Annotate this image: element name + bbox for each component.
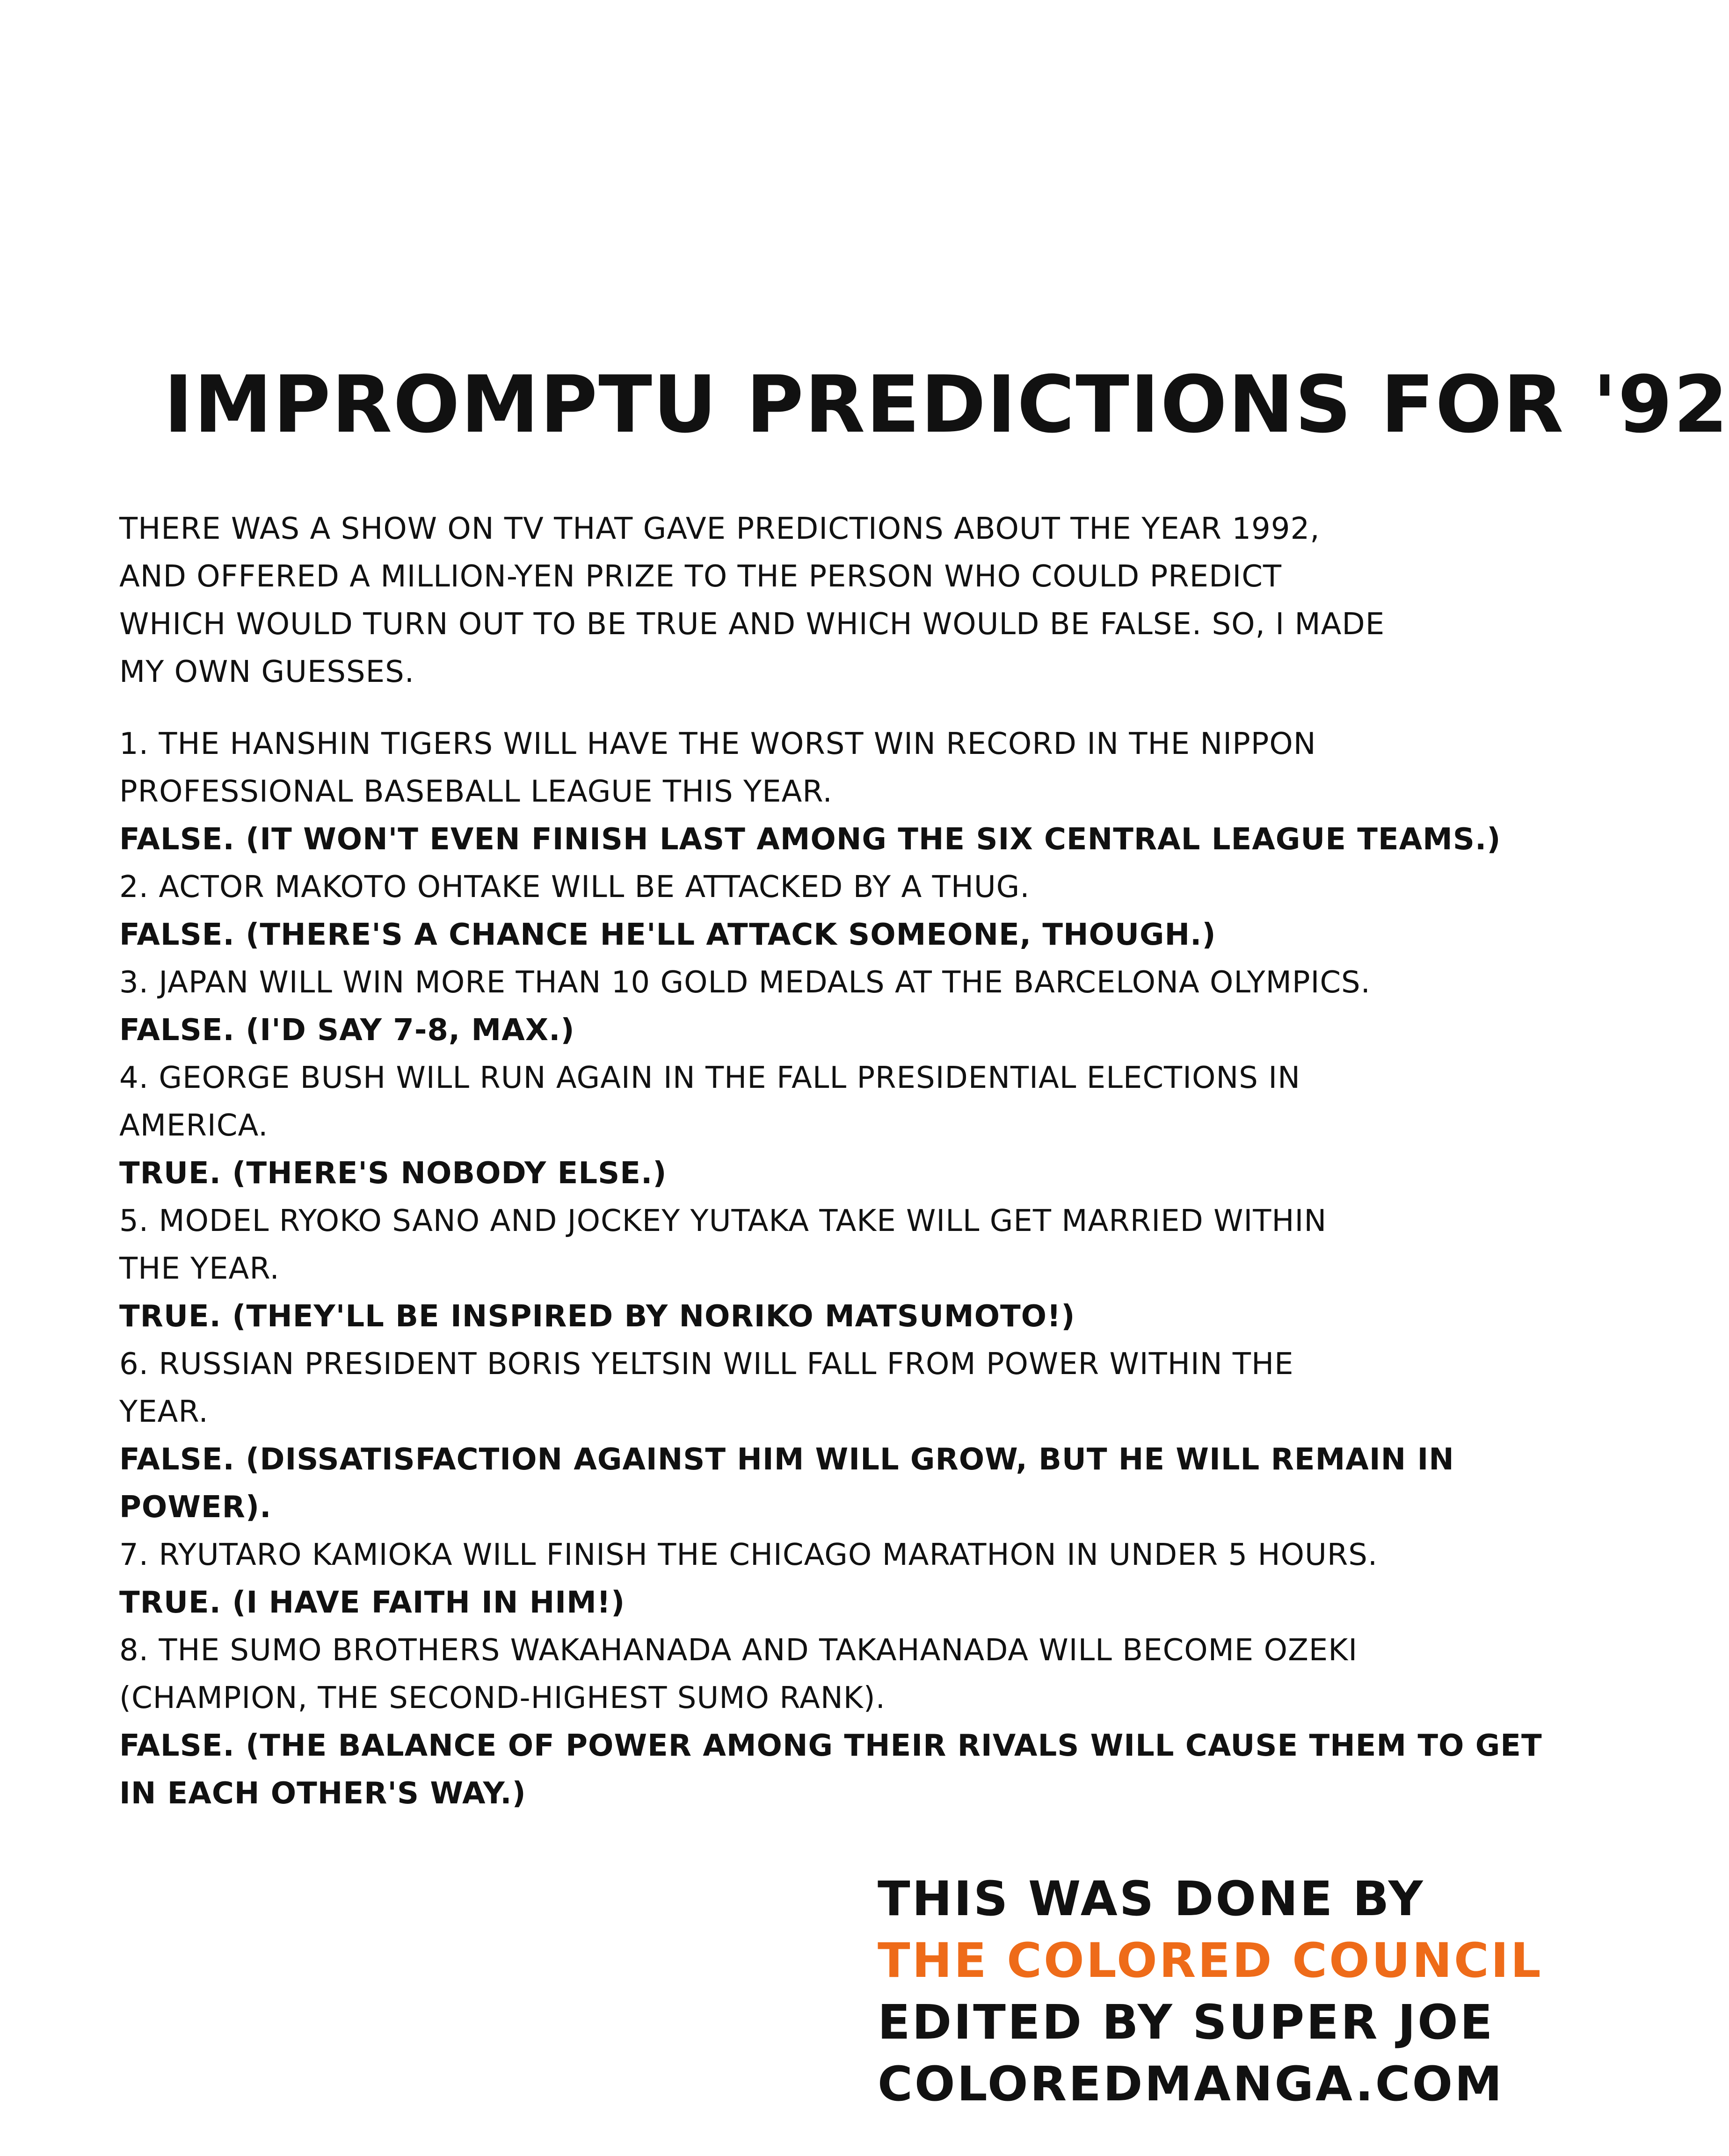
prediction-text: 1. THE HANSHIN TIGERS WILL HAVE THE WORST WIN RECORD IN THE NIPPON xyxy=(119,727,1316,761)
intro-block xyxy=(119,505,1401,696)
prediction-item xyxy=(119,1531,1401,1627)
credits-group-name: THE COLORED COUNCIL xyxy=(878,1933,1543,1989)
prediction-answer: FALSE. (IT WON'T EVEN FINISH LAST AMONG THE SIX CENTRAL LEAGUE TEAMS.) xyxy=(119,822,1501,857)
prediction-item xyxy=(119,1627,1542,1817)
prediction-item xyxy=(119,959,1401,1054)
prediction-answer: TRUE. (THERE'S NOBODY ELSE.) xyxy=(119,1156,667,1191)
credits-editor: EDITED BY SUPER JOE xyxy=(878,1995,1495,2050)
prediction-text: 3. JAPAN WILL WIN MORE THAN 10 GOLD MEDALS AT THE BARCELONA OLYMPICS. xyxy=(119,965,1371,1000)
credits-line-1: THIS WAS DONE BY xyxy=(878,1871,1425,1927)
prediction-text: (CHAMPION, THE SECOND-HIGHEST SUMO RANK). xyxy=(119,1681,886,1715)
prediction-item xyxy=(119,863,1401,959)
credits-block xyxy=(878,1868,1543,2115)
page-title: IMPROMPTU PREDICTIONS FOR '92 xyxy=(164,359,1729,450)
prediction-text: AMERICA. xyxy=(119,1108,269,1143)
prediction-text: THE YEAR. xyxy=(119,1252,280,1286)
predictions-list xyxy=(119,720,1542,1817)
prediction-item xyxy=(119,1197,1401,1340)
prediction-answer: FALSE. (THE BALANCE OF POWER AMONG THEIR RIVALS WILL CAUSE THEM TO GET xyxy=(119,1729,1542,1763)
intro-line: WHICH WOULD TURN OUT TO BE TRUE AND WHICH WOULD BE FALSE. SO, I MADE xyxy=(119,607,1385,642)
intro-line: THERE WAS A SHOW ON TV THAT GAVE PREDICTIONS ABOUT THE YEAR 1992, xyxy=(119,512,1320,546)
prediction-item xyxy=(119,1054,1401,1197)
credits-website: COLOREDMANGA.COM xyxy=(878,2056,1504,2112)
prediction-text: PROFESSIONAL BASEBALL LEAGUE THIS YEAR. xyxy=(119,774,833,809)
prediction-item xyxy=(119,1340,1454,1531)
prediction-text: 5. MODEL RYOKO SANO AND JOCKEY YUTAKA TAKE WILL GET MARRIED WITHIN xyxy=(119,1204,1327,1238)
prediction-answer: FALSE. (I'D SAY 7-8, MAX.) xyxy=(119,1013,575,1048)
prediction-answer: FALSE. (THERE'S A CHANCE HE'LL ATTACK SOMEONE, THOUGH.) xyxy=(119,918,1216,952)
prediction-text: 8. THE SUMO BROTHERS WAKAHANADA AND TAKAHANADA WILL BECOME OZEKI xyxy=(119,1633,1358,1668)
prediction-answer: TRUE. (I HAVE FAITH IN HIM!) xyxy=(119,1585,625,1620)
prediction-answer: FALSE. (DISSATISFACTION AGAINST HIM WILL GROW, BUT HE WILL REMAIN IN xyxy=(119,1442,1454,1477)
prediction-answer: POWER). xyxy=(119,1490,272,1525)
prediction-text: YEAR. xyxy=(119,1395,209,1429)
prediction-text: 7. RYUTARO KAMIOKA WILL FINISH THE CHICAGO MARATHON IN UNDER 5 HOURS. xyxy=(119,1538,1378,1572)
prediction-answer: IN EACH OTHER'S WAY.) xyxy=(119,1776,526,1811)
intro-line: AND OFFERED A MILLION-YEN PRIZE TO THE PERSON WHO COULD PREDICT xyxy=(119,559,1282,594)
prediction-answer: TRUE. (THEY'LL BE INSPIRED BY NORIKO MATSUMOTO!) xyxy=(119,1299,1075,1334)
prediction-text: 4. GEORGE BUSH WILL RUN AGAIN IN THE FALL PRESIDENTIAL ELECTIONS IN xyxy=(119,1061,1300,1095)
intro-line: MY OWN GUESSES. xyxy=(119,655,415,689)
prediction-text: 6. RUSSIAN PRESIDENT BORIS YELTSIN WILL FALL FROM POWER WITHIN THE xyxy=(119,1347,1294,1382)
prediction-text: 2. ACTOR MAKOTO OHTAKE WILL BE ATTACKED BY A THUG. xyxy=(119,870,1030,904)
prediction-item xyxy=(119,720,1501,863)
